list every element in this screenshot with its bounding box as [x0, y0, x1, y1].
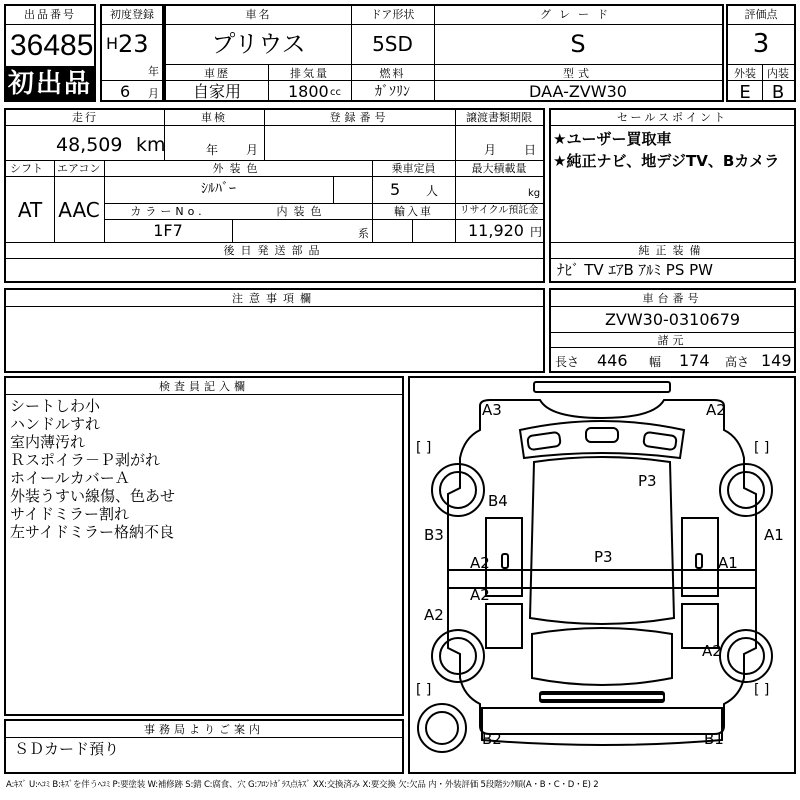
notes-label: 注意事項欄: [232, 292, 317, 305]
chassis-number-label: 車台番号: [642, 292, 703, 305]
remark-line: 左サイドミラー格納不良: [10, 523, 174, 541]
grade-label: グレード: [540, 8, 616, 21]
month-unit: 月: [148, 87, 159, 100]
lot-number-box: [4, 4, 96, 102]
remark-line: 室内薄汚れ: [10, 433, 86, 451]
year-unit: 年: [148, 65, 159, 78]
damage-mark-a2-left-fender: A2: [424, 606, 444, 624]
shift: AT: [17, 198, 43, 222]
exterior-color: ｼﾙﾊﾞｰ: [201, 181, 236, 197]
mileage-label: 走行: [72, 111, 98, 124]
mileage: 48,509: [56, 134, 123, 156]
transfer-day-unit: 日: [524, 143, 537, 157]
damage-mark-b2: B2: [482, 730, 502, 748]
exterior-score-label: 外装: [734, 67, 756, 80]
interior-score: B: [771, 82, 785, 102]
score-box: [726, 4, 796, 102]
inspection-year-unit: 年: [206, 143, 219, 157]
bracket-right-front: [ ]: [754, 682, 770, 698]
remark-line: Ｒスポイラ－Ｐ剥がれ: [10, 451, 161, 469]
length: 446: [597, 351, 628, 370]
first-listing-badge: 初出品: [6, 66, 94, 102]
interior-color-label: 内装色: [276, 205, 328, 218]
door-label: ドア形状: [370, 8, 415, 21]
damage-mark-p3-roof: P3: [638, 472, 657, 490]
overall-score: 3: [752, 29, 770, 59]
rear-bumper-top: [534, 382, 670, 392]
door-type: 5SD: [372, 32, 413, 56]
interior-color-unit: 系: [358, 227, 369, 240]
bracket-left-front: [ ]: [416, 682, 432, 698]
max-load-label: 最大積載量: [471, 162, 527, 175]
fuel-label: 燃料: [379, 67, 406, 80]
transfer-month-unit: 月: [484, 143, 497, 157]
transfer-deadline-label: 譲渡書類期限: [466, 111, 532, 124]
remark-line: ホイールカバーＡ: [10, 469, 130, 487]
damage-mark-b1: B1: [704, 730, 724, 748]
remark-line: 外装うすい線傷、色あせ: [10, 487, 176, 505]
registration-number-label: 登録番号: [329, 111, 390, 124]
history-label: 車歴: [204, 67, 230, 80]
width-label: 幅: [649, 355, 662, 369]
air-conditioner-label: エアコン: [57, 162, 101, 175]
notes-box: [4, 288, 545, 373]
damage-mark-a2-left-door: A2: [470, 554, 490, 572]
exterior-score: E: [739, 82, 751, 102]
chassis-box: [549, 288, 796, 373]
inspection-label: 車検: [201, 111, 227, 124]
remark-line: サイドミラー割れ: [10, 505, 129, 523]
color-number: 1F7: [153, 221, 183, 240]
car-name-label: 車名: [245, 8, 272, 21]
registration-month: 6: [120, 82, 131, 101]
left-front-door: [486, 518, 522, 596]
inspection-month-unit: 月: [246, 143, 259, 157]
bracket-right-rear: [ ]: [754, 440, 770, 456]
lot-number: 36485: [10, 29, 94, 62]
sales-point-2: ★純正ナビ、地デジTV、Bカメラ: [553, 152, 780, 170]
hood: [532, 628, 672, 685]
import-label: 輸入車: [394, 205, 433, 218]
vehicle-main-box: [164, 4, 724, 102]
bracket-left-rear: [ ]: [416, 440, 432, 456]
rear-glass: [520, 421, 684, 458]
capacity: 5: [390, 180, 401, 199]
grade: S: [570, 30, 586, 58]
interior-score-label: 内装: [767, 67, 789, 80]
capacity-unit: 人: [426, 184, 439, 198]
sales-point-box: [549, 108, 796, 283]
dimensions-label: 諸元: [657, 334, 688, 347]
sales-point-label: セールスポイント: [616, 111, 728, 124]
fuel: ｶﾞｿﾘﾝ: [375, 84, 410, 100]
width: 174: [679, 351, 710, 370]
car-name: プリウス: [211, 30, 306, 58]
remark-line: ハンドルすれ: [10, 415, 101, 433]
damage-mark-a3: A3: [482, 401, 502, 419]
recycle-deposit: 11,920: [468, 221, 524, 240]
car-diagram-box: [408, 376, 796, 774]
left-rear-door: [486, 604, 522, 648]
factory-equipment-label: 純正装備: [638, 244, 707, 257]
score-label: 評価点: [744, 8, 778, 21]
displacement-unit: cc: [330, 87, 341, 98]
sales-point-1: ★ユーザー買取車: [553, 130, 672, 148]
capacity-label: 乗車定員: [391, 162, 436, 175]
model-label: 型式: [563, 67, 593, 80]
body-outline: [448, 400, 756, 734]
damage-mark-b4: B4: [488, 492, 508, 510]
damage-mark-a1-right-door: A1: [718, 554, 738, 572]
lot-number-label: 出品番号: [24, 8, 76, 21]
mileage-unit: km: [136, 134, 166, 156]
damage-mark-b3: B3: [424, 526, 444, 544]
inspector-remarks-box: [4, 376, 404, 716]
exterior-color-label: 外装色: [212, 162, 264, 175]
height: 149: [761, 351, 792, 370]
air-conditioner: AAC: [58, 198, 100, 222]
office-notice-label: 事務局よりご案内: [144, 723, 264, 736]
max-load-unit: kg: [528, 188, 541, 199]
damage-legend: A:ｷｽﾞ U:ﾍｺﾐ B:ｷｽﾞを伴うﾍｺﾐ P:要塗装 W:補修跡 S:錆 C:腐食、穴 G:ﾌﾛﾝﾄｶﾞﾗｽ点ｷｽﾞ XX:交換済み X:要交換 欠:欠品 内・外装評価 5段階ﾗﾝｸ順(A・B・C・D・E) 2: [6, 780, 599, 790]
remark-line: シートしわ小: [10, 397, 101, 415]
damage-mark-a1-right-panel: A1: [764, 526, 784, 544]
height-label: 高さ: [725, 355, 750, 369]
office-notice-box: [4, 719, 404, 774]
damage-mark-a2-right-fender: A2: [702, 642, 722, 660]
displacement: 1800: [288, 82, 329, 101]
shift-label: シフト: [10, 162, 43, 175]
chassis-number: ZVW30-0310679: [604, 310, 741, 329]
recycle-deposit-label: リサイクル預託金: [459, 205, 539, 216]
color-number-label: カラーNo.: [130, 205, 206, 218]
details-box: [4, 108, 545, 283]
damage-mark-a2-left-rear-door: A2: [470, 586, 490, 604]
right-front-door: [682, 518, 718, 596]
model-code: DAA-ZVW30: [529, 82, 627, 101]
era: H: [106, 34, 119, 53]
car-diagram: [410, 378, 794, 772]
registration-year: 23: [118, 30, 149, 58]
first-registration-box: [100, 4, 164, 102]
later-shipped-parts-label: 後日発送部品: [223, 244, 326, 257]
recycle-unit: 円: [530, 225, 543, 239]
displacement-label: 排気量: [290, 67, 329, 80]
first-registration-label: 初度登録: [110, 8, 154, 21]
damage-mark-a2-rear-right: A2: [706, 401, 726, 419]
inspector-remarks-label: 検査員記入欄: [159, 380, 249, 393]
length-label: 長さ: [555, 355, 580, 369]
history: 自家用: [192, 82, 241, 101]
front-bumper: [482, 708, 722, 745]
damage-mark-p3-center: P3: [594, 548, 613, 566]
inspector-remarks-list: [10, 397, 175, 541]
office-notice: ＳＤカード預り: [14, 740, 120, 758]
factory-equipment: ﾅﾋﾞ TV ｴｱB ｱﾙﾐ PS PW: [557, 261, 713, 279]
